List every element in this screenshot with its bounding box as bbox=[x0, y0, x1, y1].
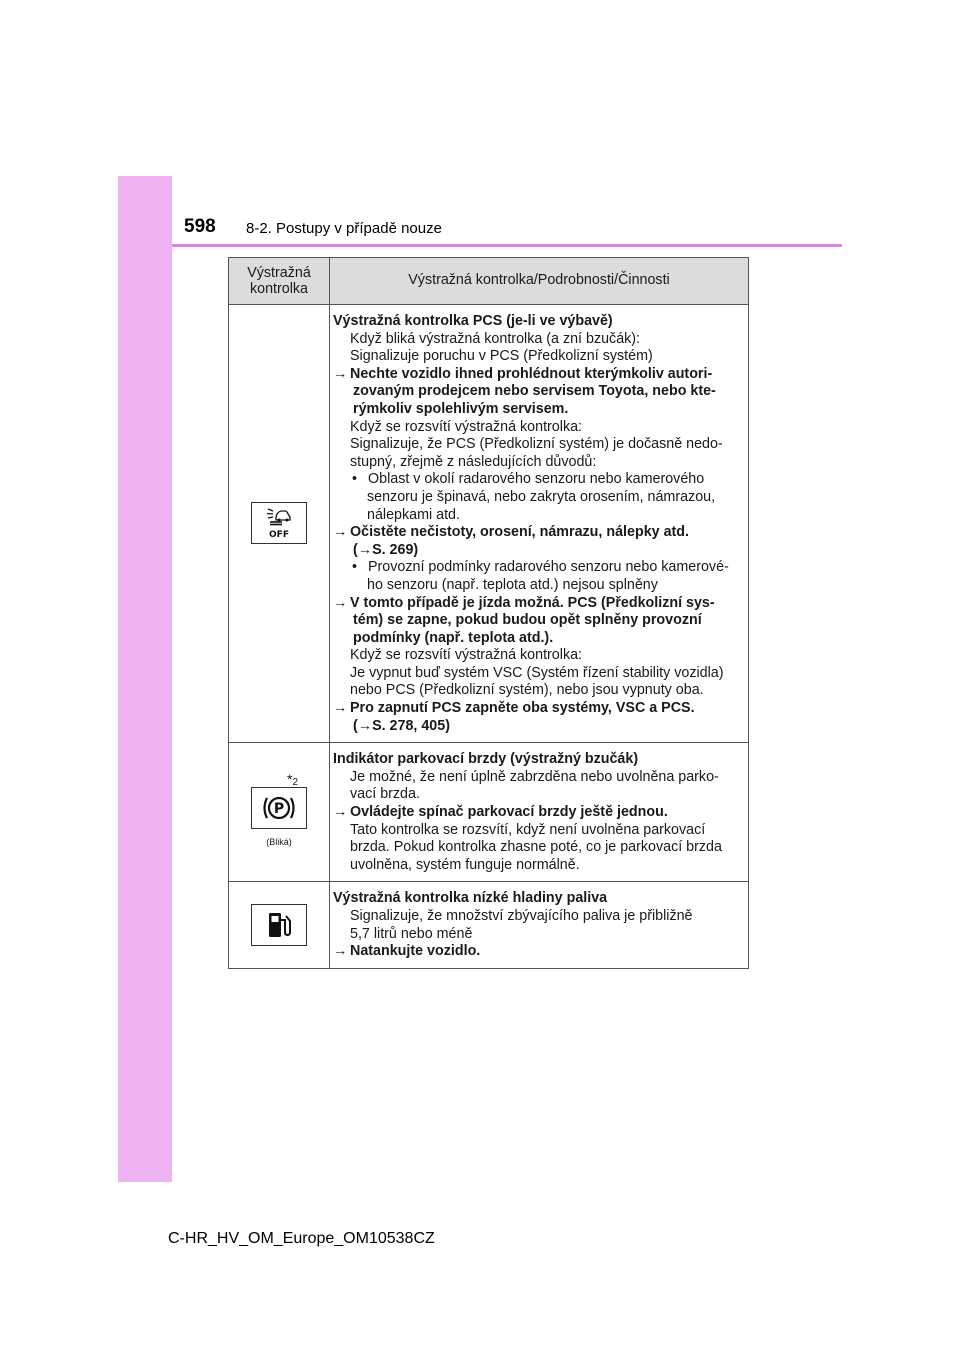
table-row-parking-brake bbox=[229, 743, 749, 882]
arrow-icon: → bbox=[333, 365, 348, 382]
low-fuel-line: 5,7 litrů nebo méně bbox=[350, 925, 473, 942]
section-side-tab bbox=[118, 176, 172, 1182]
parking-brake-line: Tato kontrolka se rozsvítí, když není uvolněna parkovací bbox=[350, 821, 706, 838]
parking-brake-line: uvolněna, systém funguje normálně. bbox=[350, 856, 580, 873]
arrow-icon: → bbox=[333, 804, 348, 821]
svg-text:OFF: OFF bbox=[269, 530, 289, 540]
parking-brake-icon-box bbox=[251, 787, 307, 829]
arrow-icon: → bbox=[333, 700, 348, 717]
pcs-line: nebo PCS (Předkolizní systém), nebo jsou vypnuty oba. bbox=[350, 682, 704, 699]
arrow-icon: → bbox=[357, 541, 373, 558]
document-code: C-HR_HV_OM_Europe_OM10538CZ bbox=[168, 1230, 435, 1247]
pcs-off-icon bbox=[264, 507, 294, 539]
pcs-page-ref[interactable]: S. 278, 405) bbox=[372, 717, 450, 734]
pcs-line: Je vypnut buď systém VSC (Systém řízení stability vozidla) bbox=[350, 664, 724, 681]
header-warning-light-line-2: kontrolka bbox=[249, 281, 308, 297]
pcs-line: Když se rozsvítí výstražná kontrolka: bbox=[350, 418, 583, 435]
header-rule bbox=[172, 244, 842, 247]
parking-brake-description bbox=[330, 743, 749, 882]
low-fuel-light-cell bbox=[229, 882, 330, 968]
footnote-number: 2 bbox=[292, 777, 299, 789]
pcs-action-line: podmínky (např. teplota atd.). bbox=[353, 629, 554, 646]
low-fuel-action-line: Natankujte vozidlo. bbox=[350, 943, 481, 960]
pcs-line: Když se rozsvítí výstražná kontrolka: bbox=[350, 647, 583, 664]
arrow-icon: → bbox=[333, 594, 348, 611]
pcs-line: Signalizuje poruchu v PCS (Předkolizní systém) bbox=[350, 348, 653, 365]
table-header-row bbox=[229, 258, 749, 305]
pcs-icon-box bbox=[251, 502, 307, 544]
footnote-star: * bbox=[287, 771, 293, 788]
pcs-bullet-line: Oblast v okolí radarového senzoru nebo kamerového bbox=[368, 471, 705, 488]
blinking-note: (Bliká) bbox=[266, 837, 292, 848]
arrow-icon: → bbox=[333, 524, 348, 541]
pcs-bullet-line: Provozní podmínky radarového senzoru nebo kamerové- bbox=[368, 559, 729, 576]
fuel-icon-box bbox=[251, 904, 307, 946]
pcs-bullet-line: senzoru je špinavá, nebo zakryta orosením, námrazou, bbox=[367, 488, 716, 505]
header-warning-light-line-1: Výstražná bbox=[247, 265, 311, 281]
pcs-light-cell bbox=[229, 305, 330, 743]
pcs-action-line: Nechte vozidlo ihned prohlédnout kterýmkoliv autori- bbox=[350, 365, 713, 382]
pcs-description bbox=[330, 305, 749, 743]
low-fuel-line: Signalizuje, že množství zbývajícího paliva je přibližně bbox=[350, 908, 693, 924]
pcs-action-line: rýmkoliv spolehlivým servisem. bbox=[353, 400, 569, 417]
fuel-pump-icon bbox=[266, 910, 292, 940]
section-title: 8-2. Postupy v případě nouze bbox=[246, 220, 442, 237]
pcs-bullet-line: nálepkami atd. bbox=[367, 506, 460, 523]
parking-brake-action-line: Ovládejte spínač parkovací brzdy ještě jednou. bbox=[350, 804, 668, 821]
bullet-icon: • bbox=[352, 559, 358, 576]
header-warning-light bbox=[229, 258, 330, 305]
pcs-line: stupný, zřejmě z následujících důvodů: bbox=[350, 453, 597, 470]
parking-brake-line: Je možné, že není úplně zabrzděna nebo uvolněna parko- bbox=[350, 768, 719, 785]
table-row-pcs bbox=[229, 305, 749, 743]
parking-brake-icon bbox=[261, 793, 297, 823]
warning-light-table bbox=[228, 257, 749, 969]
arrow-icon: → bbox=[333, 943, 348, 960]
low-fuel-heading: Výstražná kontrolka nízké hladiny paliva bbox=[333, 890, 608, 907]
arrow-icon: → bbox=[357, 717, 373, 734]
table-row-low-fuel bbox=[229, 882, 749, 968]
parking-brake-heading: Indikátor parkovací brzdy (výstražný bzučák) bbox=[333, 751, 639, 768]
pcs-bullet-line: ho senzoru (např. teplota atd.) nejsou splněny bbox=[367, 576, 658, 593]
pcs-line: Když bliká výstražná kontrolka (a zní bzučák): bbox=[350, 330, 641, 347]
pcs-ref-paren: ( bbox=[353, 717, 358, 734]
pcs-action-line: V tomto případě je jízda možná. PCS (Předkolizní sys- bbox=[350, 594, 715, 611]
bullet-icon: • bbox=[352, 471, 358, 488]
svg-text:P: P bbox=[273, 801, 285, 818]
low-fuel-description bbox=[330, 882, 749, 968]
pcs-ref-paren: ( bbox=[353, 541, 358, 558]
parking-brake-light-cell bbox=[229, 743, 330, 882]
parking-brake-line: brzda. Pokud kontrolka zhasne poté, co je parkovací brzda bbox=[350, 839, 722, 856]
pcs-action-line: tém) se zapne, pokud budou opět splněny provozní bbox=[353, 612, 702, 629]
page-number: 598 bbox=[184, 216, 216, 237]
pcs-action-line: Očistěte nečistoty, orosení, námrazu, nálepky atd. bbox=[350, 524, 689, 541]
pcs-line: Signalizuje, že PCS (Předkolizní systém) je dočasně nedo- bbox=[350, 436, 723, 453]
pcs-heading: Výstražná kontrolka PCS (je-li ve výbavě) bbox=[333, 313, 613, 329]
pcs-action-line: Pro zapnutí PCS zapněte oba systémy, VSC a PCS. bbox=[350, 700, 695, 717]
pcs-page-ref[interactable]: S. 269) bbox=[372, 541, 419, 558]
footnote-marker bbox=[287, 771, 298, 792]
pcs-action-line: zovaným prodejcem nebo servisem Toyota, nebo kte- bbox=[353, 383, 716, 400]
header-details: Výstražná kontrolka/Podrobnosti/Činnosti bbox=[330, 258, 749, 305]
parking-brake-line: vací brzda. bbox=[350, 786, 420, 803]
